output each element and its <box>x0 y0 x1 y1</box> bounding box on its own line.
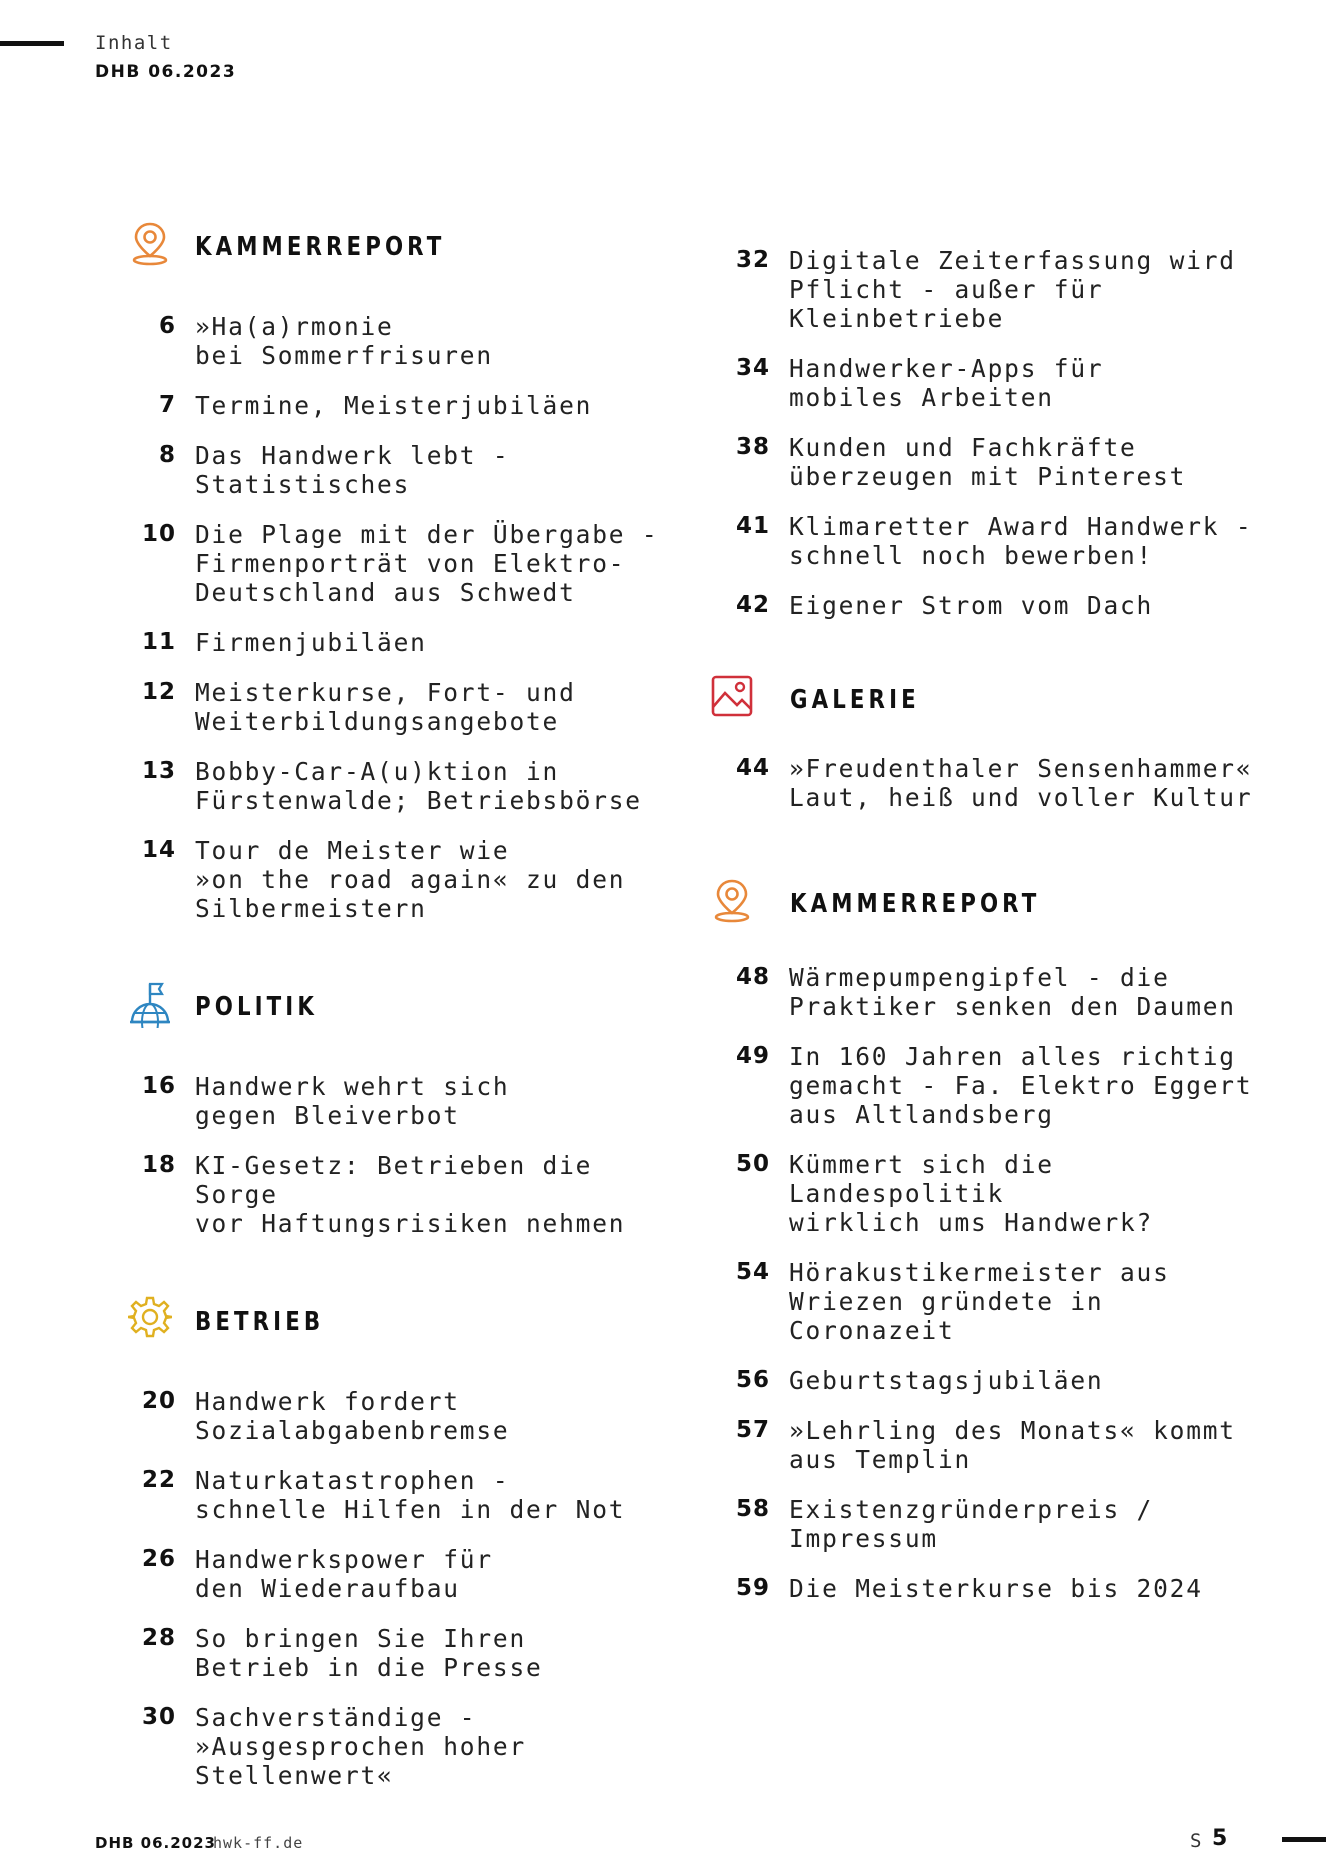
entry-title: Geburtstagsjubiläen <box>789 1366 1104 1395</box>
gear-icon <box>128 1295 172 1343</box>
toc-entry[interactable] <box>722 246 1282 333</box>
globe-flag-icon <box>128 980 172 1028</box>
entry-title: Digitale Zeiterfassung wird Pflicht - außer für Kleinbetriebe <box>789 246 1236 333</box>
toc-entry[interactable] <box>722 354 1282 412</box>
toc-entry[interactable] <box>128 441 688 499</box>
entry-title: Termine, Meisterjubiläen <box>195 391 593 420</box>
footer-url[interactable]: hwk-ff.de <box>213 1834 304 1852</box>
section-title: KAMMERREPORT <box>790 889 1041 919</box>
entry-title: Das Handwerk lebt - Statistisches <box>195 441 510 499</box>
entry-title: Sachverständige - »Ausgesprochen hoher Stellenwert« <box>195 1703 527 1790</box>
entry-title: »Ha(a)rmonie bei Sommerfrisuren <box>195 312 493 370</box>
section-header <box>722 883 1282 963</box>
page-number: 14 <box>141 837 176 863</box>
entry-title: So bringen Sie Ihren Betrieb in die Presse <box>195 1624 543 1682</box>
page-number: 26 <box>141 1546 176 1572</box>
header-issue: DHB 06.2023 <box>95 62 237 82</box>
toc-entry[interactable] <box>722 512 1282 570</box>
toc-entry[interactable] <box>128 312 688 370</box>
toc-entry[interactable] <box>128 678 688 736</box>
page-number: 50 <box>735 1151 770 1177</box>
left-column <box>128 226 688 1811</box>
entry-title: »Freudenthaler Sensenhammer« Laut, heiß und voller Kultur <box>789 754 1253 812</box>
page-number: 18 <box>141 1152 176 1178</box>
toc-entry[interactable] <box>128 757 688 815</box>
entry-title: Existenzgründerpreis / Impressum <box>789 1495 1154 1553</box>
page-number-footer: 5 <box>1212 1826 1228 1851</box>
page-number: 8 <box>158 442 176 468</box>
entry-title: Handwerk fordert Sozialabgabenbremse <box>195 1387 510 1445</box>
entry-title: »Lehrling des Monats« kommt aus Templin <box>789 1416 1236 1474</box>
toc-entry[interactable] <box>128 1072 688 1130</box>
entry-title: Handwerkspower für den Wiederaufbau <box>195 1545 493 1603</box>
page-number: 13 <box>141 758 176 784</box>
toc-entry[interactable] <box>722 1042 1282 1129</box>
toc-entry[interactable] <box>722 1416 1282 1474</box>
page-prefix: S <box>1190 1830 1202 1852</box>
entry-title: Naturkatastrophen - schnelle Hilfen in der Not <box>195 1466 626 1524</box>
entry-title: In 160 Jahren alles richtig gemacht - Fa. Elektro Eggert aus Altlandsberg <box>789 1042 1253 1129</box>
entry-title: Handwerker-Apps für mobiles Arbeiten <box>789 354 1104 412</box>
toc-entry[interactable] <box>722 1366 1282 1395</box>
entry-title: Wärmepumpengipfel - die Praktiker senken den Daumen <box>789 963 1236 1021</box>
section-politik <box>128 986 688 1238</box>
section-title: POLITIK <box>195 992 318 1022</box>
toc-entry[interactable] <box>128 1387 688 1445</box>
toc-entry[interactable] <box>722 1574 1282 1603</box>
section-title: KAMMERREPORT <box>195 232 446 262</box>
entry-title: Eigener Strom vom Dach <box>789 591 1154 620</box>
entry-title: Klimaretter Award Handwerk - schnell noch bewerben! <box>789 512 1253 570</box>
section-kammerreport-left <box>128 226 688 923</box>
map-pin-icon <box>710 877 754 925</box>
page-number: 32 <box>735 247 770 273</box>
toc-entry[interactable] <box>128 1151 688 1238</box>
section-continued <box>722 246 1282 620</box>
footer-issue: DHB 06.2023 <box>95 1834 216 1852</box>
page-number: 7 <box>158 392 176 418</box>
page-number: 28 <box>141 1625 176 1651</box>
toc-entry[interactable] <box>722 591 1282 620</box>
page-number: 16 <box>141 1073 176 1099</box>
section-galerie <box>722 679 1282 812</box>
entry-title: Hörakustikermeister aus Wriezen gründete in Coronazeit <box>789 1258 1170 1345</box>
header-label: Inhalt <box>95 32 173 54</box>
entry-title: Die Plage mit der Übergabe - Firmenporträt von Elektro- Deutschland aus Schwedt <box>195 520 659 607</box>
page-number: 22 <box>141 1467 176 1493</box>
toc-entry[interactable] <box>128 628 688 657</box>
page-number: 10 <box>141 521 176 547</box>
toc-entry[interactable] <box>722 1150 1282 1237</box>
page-number: 41 <box>735 513 770 539</box>
entry-title: Kümmert sich die Landespolitik wirklich ums Handwerk? <box>789 1150 1154 1237</box>
page-number: 38 <box>735 434 770 460</box>
right-column <box>722 246 1282 1624</box>
section-header <box>128 1301 688 1387</box>
page-number: 12 <box>141 679 176 705</box>
toc-entry[interactable] <box>128 1703 688 1790</box>
footer-rule <box>1282 1837 1326 1842</box>
page-number: 11 <box>141 629 176 655</box>
entry-title: Die Meisterkurse bis 2024 <box>789 1574 1203 1603</box>
toc-entry[interactable] <box>722 963 1282 1021</box>
page-number: 54 <box>735 1259 770 1285</box>
toc-entry[interactable] <box>722 754 1282 812</box>
section-title: BETRIEB <box>195 1307 325 1337</box>
page-number: 49 <box>735 1043 770 1069</box>
image-icon <box>710 673 754 721</box>
toc-entry[interactable] <box>128 520 688 607</box>
page-number: 42 <box>735 592 770 618</box>
page-number: 48 <box>735 964 770 990</box>
entry-title: Handwerk wehrt sich gegen Bleiverbot <box>195 1072 510 1130</box>
toc-entry[interactable] <box>722 1258 1282 1345</box>
page-number: 58 <box>735 1496 770 1522</box>
page-number: 6 <box>158 313 176 339</box>
map-pin-icon <box>128 220 172 268</box>
entry-title: Tour de Meister wie »on the road again« zu den Silbermeistern <box>195 836 626 923</box>
section-title: GALERIE <box>790 685 920 715</box>
entry-title: Bobby-Car-A(u)ktion in Fürstenwalde; Betriebsbörse <box>195 757 642 815</box>
toc-entry[interactable] <box>128 391 688 420</box>
section-header <box>722 679 1282 754</box>
section-header <box>128 986 688 1072</box>
toc-entry[interactable] <box>128 1466 688 1524</box>
page-number: 34 <box>735 355 770 381</box>
toc-entry[interactable] <box>722 1495 1282 1553</box>
section-kammerreport-right <box>722 883 1282 1603</box>
page-number: 30 <box>141 1704 176 1730</box>
page-number: 59 <box>735 1575 770 1601</box>
entry-title: KI-Gesetz: Betrieben die Sorge vor Haftungsrisiken nehmen <box>195 1151 626 1238</box>
toc-entry[interactable] <box>722 433 1282 491</box>
toc-entry[interactable] <box>128 1545 688 1603</box>
toc-entry[interactable] <box>128 1624 688 1682</box>
top-rule <box>0 41 64 46</box>
page-number: 20 <box>141 1388 176 1414</box>
page-number: 44 <box>735 755 770 781</box>
page-number: 57 <box>735 1417 770 1443</box>
entry-title: Firmenjubiläen <box>195 628 427 657</box>
section-betrieb <box>128 1301 688 1790</box>
toc-entry[interactable] <box>128 836 688 923</box>
entry-title: Meisterkurse, Fort- und Weiterbildungsangebote <box>195 678 576 736</box>
section-header <box>128 226 688 312</box>
entry-title: Kunden und Fachkräfte überzeugen mit Pinterest <box>789 433 1187 491</box>
page-number: 56 <box>735 1367 770 1393</box>
